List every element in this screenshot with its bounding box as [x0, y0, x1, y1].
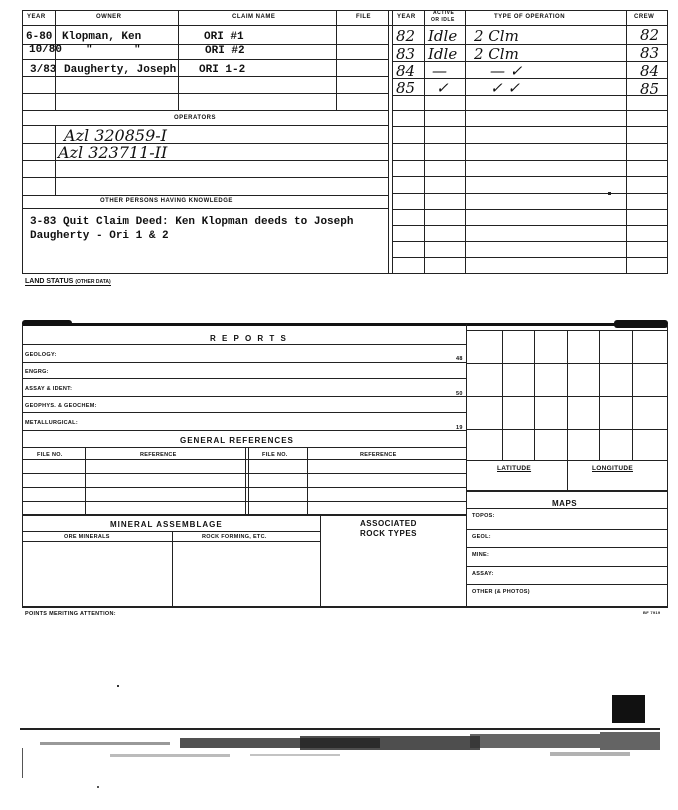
longitude-label: LONGITUDE	[592, 465, 633, 472]
claim-row-2-owner: "	[86, 44, 93, 56]
maps-mine: MINE:	[472, 552, 490, 558]
operators-title: OPERATORS	[174, 115, 216, 121]
mineral-title: MINERAL ASSEMBLAGE	[110, 520, 223, 529]
maps-title: MAPS	[552, 499, 578, 508]
reports-title: R E P O R T S	[210, 334, 288, 343]
col-header-idle: OR IDLE	[431, 17, 455, 23]
land-status-label	[25, 278, 111, 286]
knowledge-line-1: 3-83 Quit Claim Deed: Ken Klopman deeds to Joseph	[30, 216, 354, 228]
report-assay: ASSAY & IDENT:	[25, 386, 73, 392]
op-row-2-crew: 83	[640, 44, 660, 62]
land-status-sub: (OTHER DATA)	[75, 279, 111, 285]
general-refs-title: GENERAL REFERENCES	[180, 436, 294, 445]
associated-label: ASSOCIATED	[360, 519, 417, 528]
op-row-3-crew: 84	[640, 62, 660, 80]
op-row-1-crew: 82	[640, 26, 660, 44]
op-row-2-type: 2 Clm	[474, 45, 519, 63]
op-row-3-active: —	[432, 62, 447, 80]
col-header-claim-name: CLAIM NAME	[232, 14, 276, 20]
rock-types-label: ROCK TYPES	[360, 529, 418, 538]
report-geophys: GEOPHYS. & GEOCHEM:	[25, 403, 97, 409]
col-header-year: YEAR	[27, 14, 46, 20]
latitude-label: LATITUDE	[497, 465, 532, 472]
maps-assay: ASSAY:	[472, 571, 494, 577]
report-geology-num: 48	[456, 356, 463, 362]
op-row-3-type: — ✓	[490, 62, 523, 80]
rock-forming-header: ROCK FORMING, ETC.	[202, 534, 267, 540]
claim-row-1-claim: ORI #1	[204, 31, 244, 43]
maps-other: OTHER (& PHOTOS)	[472, 589, 530, 595]
points-meriting-attention: POINTS MERITING ATTENTION:	[25, 611, 116, 617]
ref-col-reference-2: REFERENCE	[360, 452, 397, 458]
op-row-4-crew: 85	[640, 80, 660, 98]
claim-row-3-claim: ORI 1-2	[199, 64, 246, 76]
op-row-3-year: 84	[396, 62, 416, 80]
op-row-2-year: 83	[396, 45, 416, 63]
col-header-active: ACTIVE	[433, 10, 455, 16]
report-geology: GEOLOGY:	[25, 352, 57, 358]
col-header-crew: CREW	[634, 14, 655, 20]
operator-line-1: Azl 320859-I	[64, 126, 167, 145]
op-row-4-active: ✓	[436, 79, 449, 97]
op-row-1-type: 2 Clm	[474, 27, 519, 45]
knowledge-line-2: Daugherty - Ori 1 & 2	[30, 230, 169, 242]
op-row-1-year: 82	[396, 27, 416, 45]
claim-row-1-owner: Klopman, Ken	[62, 31, 142, 43]
operator-line-2: Azl 323711-II	[58, 143, 168, 162]
ref-col-reference-1: REFERENCE	[140, 452, 177, 458]
claim-row-2-claim: ORI #2	[205, 45, 245, 57]
op-row-4-type: ✓ ✓	[490, 79, 520, 97]
report-metallurgical: METALLURGICAL:	[25, 420, 78, 426]
ref-col-file-2: FILE NO.	[262, 452, 288, 458]
maps-topos: TOPOS:	[472, 513, 495, 519]
col-header-type-operation: TYPE OF OPERATION	[494, 14, 566, 20]
maps-geol: GEOL:	[472, 534, 491, 540]
report-assay-num: 50	[456, 391, 463, 397]
op-row-2-active: Idle	[428, 45, 458, 63]
report-engrg: ENGRG:	[25, 369, 49, 375]
claim-row-3-year: 3/83	[30, 64, 57, 76]
ore-minerals-header: ORE MINERALS	[64, 534, 110, 540]
col-header-op-year: YEAR	[397, 14, 416, 20]
knowledge-title: OTHER PERSONS HAVING KNOWLEDGE	[100, 198, 233, 204]
op-row-1-active: Idle	[428, 27, 458, 45]
ref-col-file-1: FILE NO.	[37, 452, 63, 458]
land-status-text: LAND STATUS	[25, 278, 74, 285]
claim-row-1-year: 6-80	[26, 31, 53, 43]
col-header-owner: OWNER	[96, 14, 122, 20]
form-number: BF 7919	[643, 610, 661, 615]
report-metallurgical-num: 19	[456, 425, 463, 431]
claim-row-2-year: 10/80	[29, 44, 63, 56]
op-row-4-year: 85	[396, 79, 416, 97]
claim-row-3-owner: Daugherty, Joseph	[64, 64, 177, 76]
scan-noise-band	[0, 718, 678, 788]
col-header-file: FILE	[356, 14, 371, 20]
claim-row-2-owner-ditto: "	[134, 44, 141, 56]
